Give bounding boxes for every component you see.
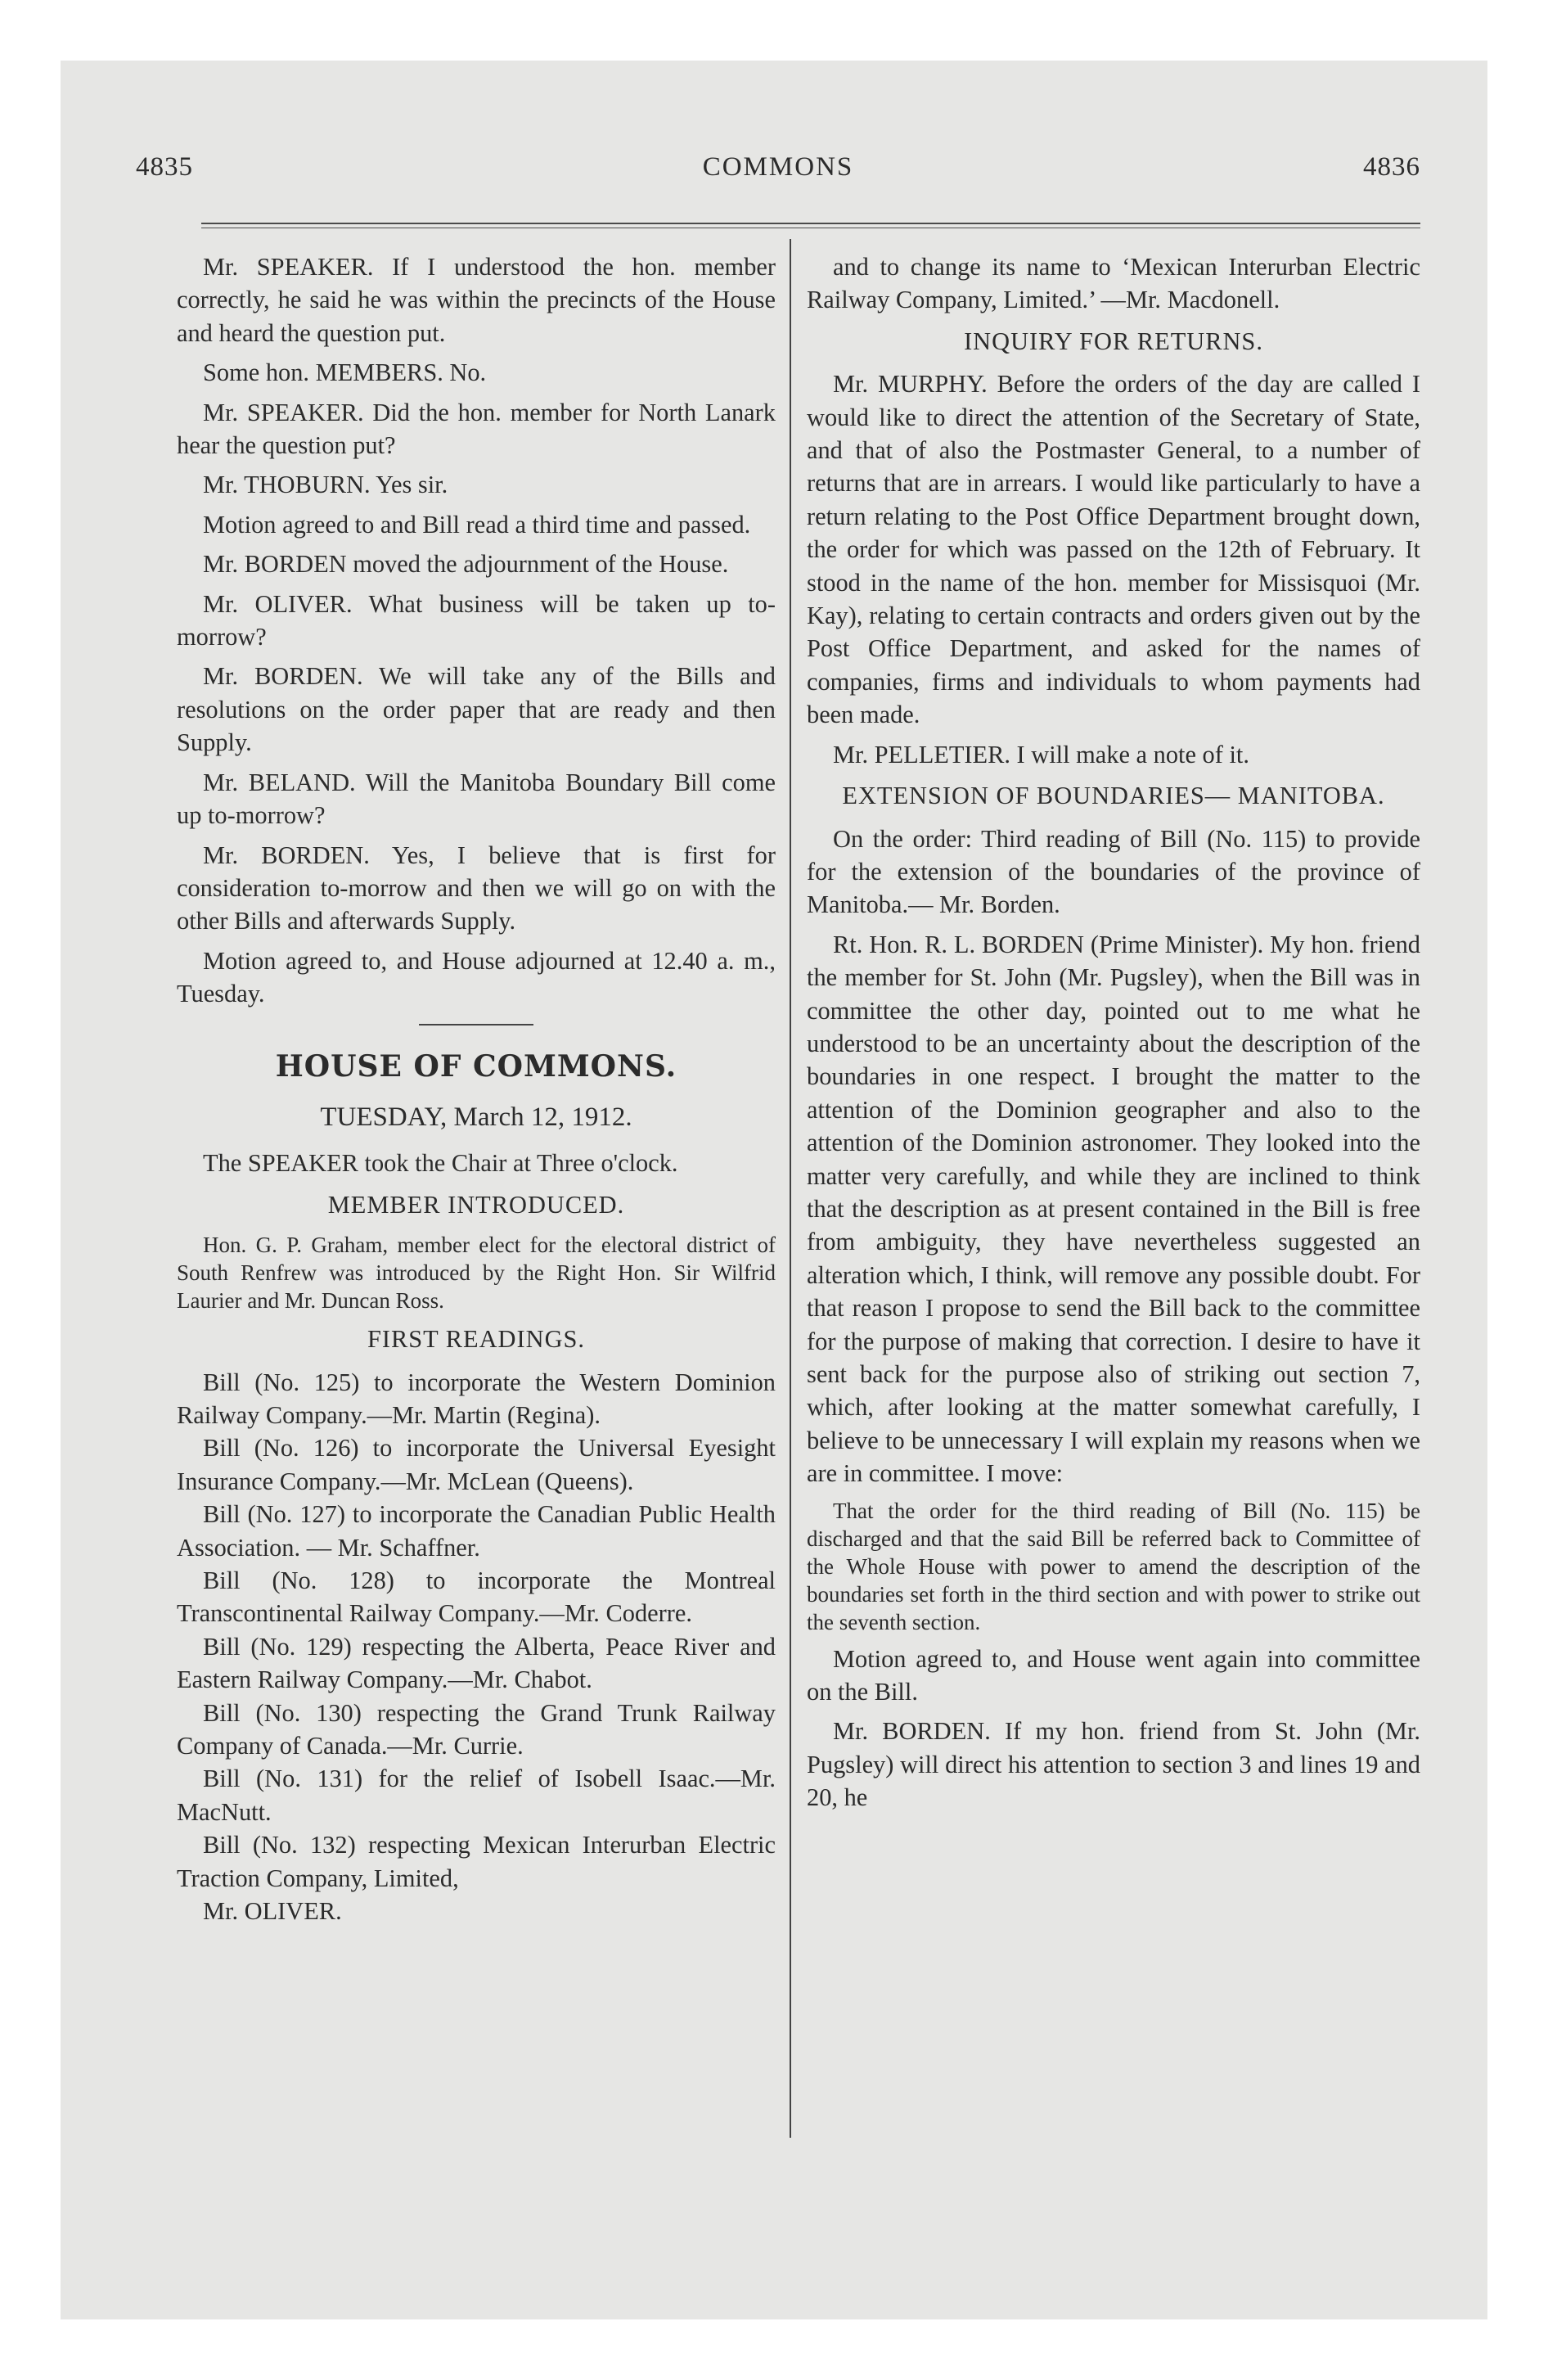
section-heading: INQUIRY FOR RETURNS. [964,327,1263,355]
paragraph: Mr. SPEAKER. If I understood the hon. member correctly, he said he was within the precincts of the House and heard the question put. [177,253,776,347]
paragraph: The SPEAKER took the Chair at Three o'clock. [203,1149,678,1178]
paragraph: Motion agreed to and Bill read a third time and passed. [203,510,751,539]
paragraph: Mr. BELAND. Will the Manitoba Boundary Bill come up to-morrow? [177,768,776,830]
running-title: COMMONS [702,152,854,182]
paragraph: Mr. THOBURN. Yes sir. [203,471,448,499]
bill-entry: Bill (No. 128) to incorporate the Montreal Transcontinental Railway Company.—Mr. Coderre. [177,1566,776,1628]
header-rule [201,223,1420,224]
paragraph: Rt. Hon. R. L. BORDEN (Prime Minister). My hon. friend the member for St. John (Mr. Pugsley), when the Bill was in committee the other day, pointed out to me what he understood to be an uncertainty about the description of the boundaries in one respect. I brought the matter to the attention of the Dominion geographer and also to the attention of the Dominion astronomer. They looked into the matter very carefully, and while they are inclined to think that the description as at present contained in the Bill is free from ambiguity, they have nevertheless suggested an alteration which, I think, will remove any possible doubt. For that reason I propose to send the Bill back to the committee for the purpose of making that correction. I desire to have it sent back for the purpose also of striking out section 7, which, after looking at the matter somewhat carefully, I believe to be unnecessary I will explain my reasons when we are in committee. I move: [807,930,1420,1488]
bill-entry: Bill (No. 126) to incorporate the Universal Eyesight Insurance Company.—Mr. McLean (Queens). [177,1434,776,1495]
small-print-paragraph: That the order for the third reading of Bill (No. 115) be discharged and that the said Bill be referred back to Committee of the Whole House with power to amend the description of the boundaries set forth in the third section and with power to strike out the seventh section. [807,1498,1420,1634]
paragraph: Mr. BORDEN. We will take any of the Bills and resolutions on the order paper that are ready and then Supply. [177,662,776,757]
bill-entry: Bill (No. 131) for the relief of Isobell Isaac.—Mr. MacNutt. [177,1765,776,1826]
paragraph: Motion agreed to, and House went again into committee on the Bill. [807,1644,1420,1706]
left-column [177,250,776,1934]
paragraph: Mr. PELLETIER. I will make a note of it. [833,740,1249,769]
section-rule [419,1024,533,1025]
sitting-date: TUESDAY, March 12, 1912. [320,1102,632,1132]
paragraph: Motion agreed to, and House adjourned at 12.40 a. m., Tuesday. [177,946,776,1008]
paragraph: Mr. OLIVER. What business will be taken up to-morrow? [177,589,776,651]
paragraph: Mr. SPEAKER. Did the hon. member for North Lanark hear the question put? [177,398,776,460]
bill-entry: Bill (No. 130) respecting the Grand Trunk Railway Company of Canada.—Mr. Currie. [177,1698,776,1760]
paragraph: Mr. BORDEN. Yes, I believe that is first for consideration to-morrow and then we will go on with the other Bills and afterwards Supply. [177,841,776,935]
paragraph: Some hon. MEMBERS. No. [203,358,487,387]
section-title: HOUSE OF COMMONS. [275,1048,677,1084]
section-heading: MEMBER INTRODUCED. [327,1190,625,1219]
paragraph: Mr. BORDEN moved the adjournment of the House. [203,550,729,579]
column-divider [790,239,791,2138]
bill-entry: Bill (No. 129) respecting the Alberta, Peace River and Eastern Railway Company.—Mr. Chabot. [177,1632,776,1694]
bill-entry: Bill (No. 132) respecting Mexican Interurban Electric Traction Company, Limited, [177,1831,776,1892]
paragraph: and to change its name to ‘Mexican Interurban Electric Railway Company, Limited.’ —Mr. Macdonell. [807,253,1420,314]
page-header [136,152,1420,193]
paragraph: On the order: Third reading of Bill (No. 115) to provide for the extension of the boundaries of the province of Manitoba.— Mr. Borden. [807,824,1420,919]
right-column [807,250,1420,1821]
left-page-number: 4835 [136,152,193,182]
paragraph: Mr. OLIVER. [203,1897,342,1926]
bill-entry: Bill (No. 125) to incorporate the Western Dominion Railway Company.—Mr. Martin (Regina). [177,1368,776,1429]
bill-entry: Bill (No. 127) to incorporate the Canadian Public Health Association. — Mr. Schaffner. [177,1500,776,1562]
right-page-number: 4836 [1363,152,1420,182]
paragraph: Mr. MURPHY. Before the orders of the day are called I would like to direct the attention of the Secretary of State, and that of also the Postmaster General, to a number of returns that are in arrears. I would like particularly to have a return relating to the Post Office Department brought down, the order for which was passed on the 12th of February. It stood in the name of the hon. member for Missisquoi (Mr. Kay), relating to certain contracts and orders given out by the Post Office Department, and asked for the names of companies, firms and individuals to whom payments had been made. [807,370,1420,729]
section-heading: FIRST READINGS. [367,1325,586,1354]
small-print-paragraph: Hon. G. P. Graham, member elect for the electoral district of South Renfrew was introduced by the Right Hon. Sir Wilfrid Laurier and Mr. Duncan Ross. [177,1233,776,1314]
section-heading: EXTENSION OF BOUNDARIES— MANITOBA. [842,782,1385,810]
paragraph: Mr. BORDEN. If my hon. friend from St. John (Mr. Pugsley) will direct his attention to section 3 and lines 19 and 20, he [807,1717,1420,1812]
